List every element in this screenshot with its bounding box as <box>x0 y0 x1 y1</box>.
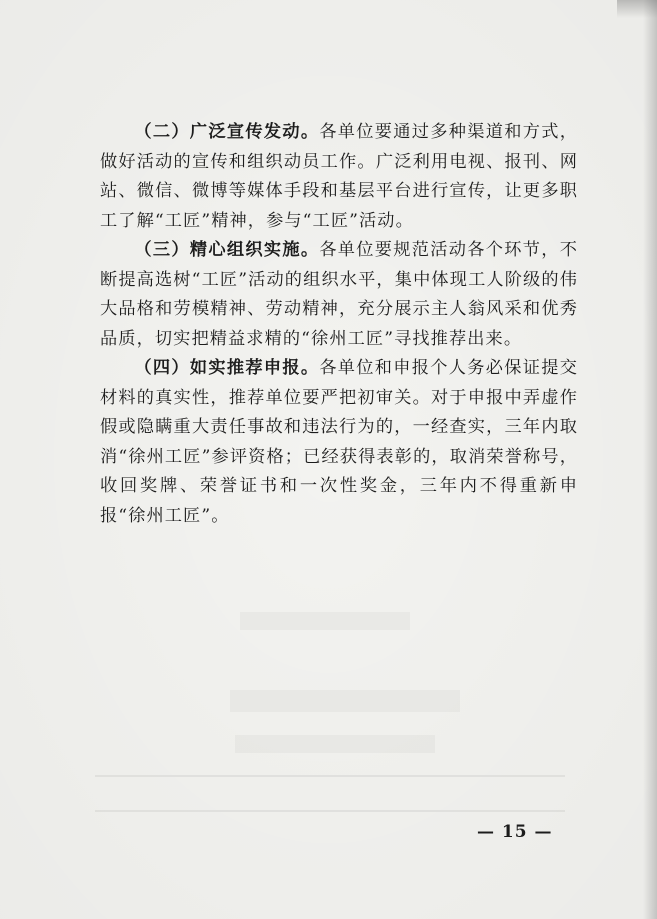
paragraph-recommendation <box>100 354 578 531</box>
paragraph-heading: （四）如实推荐申报。 <box>134 358 320 378</box>
document-body <box>100 118 578 531</box>
paragraph-organization <box>100 236 578 354</box>
scan-shadow-top <box>617 0 657 18</box>
paragraph-text: 各单位和申报个人务必保证提交材料的真实性，推荐单位要严把初审关。对于申报中弄虚作假或隐瞒重大责任事故和违法行为的，一经查实，三年内取消“徐州工匠”参评资格；已经获得表彰的，取消荣誉称号，收回奖牌、荣誉证书和一次性奖金，三年内不得重新申报“徐州工匠”。 <box>100 358 578 526</box>
show-through-band <box>235 735 435 753</box>
show-through-band <box>95 810 565 812</box>
paragraph-text: 各单位要通过多种渠道和方式，做好活动的宣传和组织动员工作。广泛利用电视、报刊、网站、微信、微博等媒体手段和基层平台进行宣传，让更多职工了解“工匠”精神，参与“工匠”活动。 <box>100 122 578 231</box>
page-number: — 15 — <box>477 822 553 842</box>
show-through-band <box>240 612 410 630</box>
show-through-band <box>230 690 460 712</box>
paragraph-heading: （三）精心组织实施。 <box>134 240 320 260</box>
paragraph-publicity <box>100 118 578 236</box>
paragraph-text: 各单位要规范活动各个环节，不断提高选树“工匠”活动的组织水平，集中体现工人阶级的伟大品格和劳模精神、劳动精神，充分展示主人翁风采和优秀品质，切实把精益求精的“徐州工匠”寻找推荐出来。 <box>100 240 578 349</box>
scan-shadow-right <box>643 0 657 919</box>
show-through-band <box>95 775 565 777</box>
paragraph-heading: （二）广泛宣传发动。 <box>134 122 320 142</box>
